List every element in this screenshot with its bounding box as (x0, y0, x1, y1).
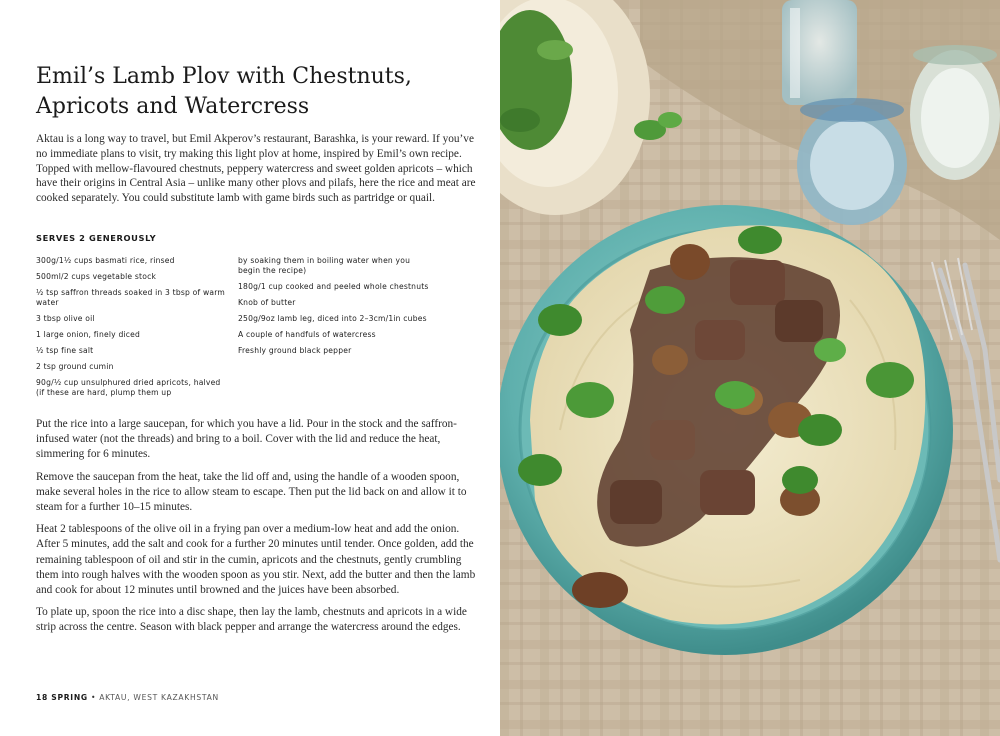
ingredient-item: 3 tbsp olive oil (36, 314, 95, 323)
ingredient-item: ½ tsp saffron threads soaked in 3 tbsp of warm water (36, 288, 226, 307)
section-name: AKTAU, WEST KAZAKHSTAN (99, 693, 219, 702)
water-glass-blue (797, 98, 907, 225)
ingredient-item: Knob of butter (238, 298, 296, 307)
method-step: Remove the saucepan from the heat, take the lid off and, using the handle of a wooden spoon, make several holes in the rice to allow steam to escape. Then put the lid back on and allow it to steam for a further 10–15 minutes. (36, 470, 467, 514)
ingredient-item: 500ml/2 cups vegetable stock (36, 272, 157, 281)
ingredient-item: Freshly ground black pepper (238, 346, 352, 355)
ingredient-item: A couple of handfuls of watercress (238, 330, 376, 339)
method-step: Put the rice into a large saucepan, for which you have a lid. Pour in the stock and the saffron-infused water (not the threads) and bring to a boil. Cover with the lid and reduce the heat, simmering for 6 minutes. (36, 418, 457, 461)
recipe-intro: Aktau is a long way to travel, but Emil Akperov’s restaurant, Barashka, is your reward. If you’ve no immediate plans to visit, try making this light plov at home, inspired by Emil’s own recipe. Topped with mellow-flavoured chestnuts, peppery watercress and sweet golden apricots – which have their origins in Central Asia – unlike many other plovs and pilafs, here the rice and meat are cooked separately. You could substitute lamb with game birds such as partridge or quail. (36, 133, 476, 205)
ingredient-item: 2 tsp ground cumin (36, 362, 114, 371)
dish-photo (500, 0, 1000, 736)
ingredient-item: by soaking them in boiling water when you begin the recipe) (238, 256, 411, 275)
method-step: To plate up, spoon the rice into a disc shape, then lay the lamb, chestnuts and apricots in a wide strip across the centre. Season with black pepper and arrange the watercress around the edges. (36, 606, 467, 634)
method-text (36, 417, 476, 643)
ingredient-item: 300g/1½ cups basmati rice, rinsed (36, 256, 175, 265)
footer-separator: • (90, 693, 97, 702)
page-number: 18 SPRING (36, 693, 88, 702)
serves-heading: SERVES 2 GENEROUSLY (36, 233, 157, 243)
ingredient-item: ½ tsp fine salt (36, 346, 94, 355)
ingredients-column-2 (238, 256, 430, 362)
ingredients-column-1 (36, 256, 228, 404)
method-step: Heat 2 tablespoons of the olive oil in a frying pan over a medium-low heat and add the onion. After 5 minutes, add the salt and cook for a further 20 minutes until tender. Once golden, add the remaining tablespoon of oil and stir in the cumin, apricots and the chestnuts, gently crumbling them into rough halves with the wooden spoon as you stir. Next, add the butter and then the lamb and cook for about 12 minutes until browned and the juices have been absorbed. (36, 523, 476, 597)
recipe-title: Emil’s Lamb Plov with Chestnuts, Apricots and Watercress (36, 64, 412, 119)
page-footer (36, 693, 219, 702)
ingredient-item: 180g/1 cup cooked and peeled whole chestnuts (238, 282, 429, 291)
ingredient-item: 1 large onion, finely diced (36, 330, 141, 339)
water-glass-back (782, 0, 857, 105)
ingredient-item: 90g/½ cup unsulphured dried apricots, halved (if these are hard, plump them up (36, 378, 221, 397)
ingredient-item: 250g/9oz lamb leg, diced into 2–3cm/1in cubes (238, 314, 427, 323)
